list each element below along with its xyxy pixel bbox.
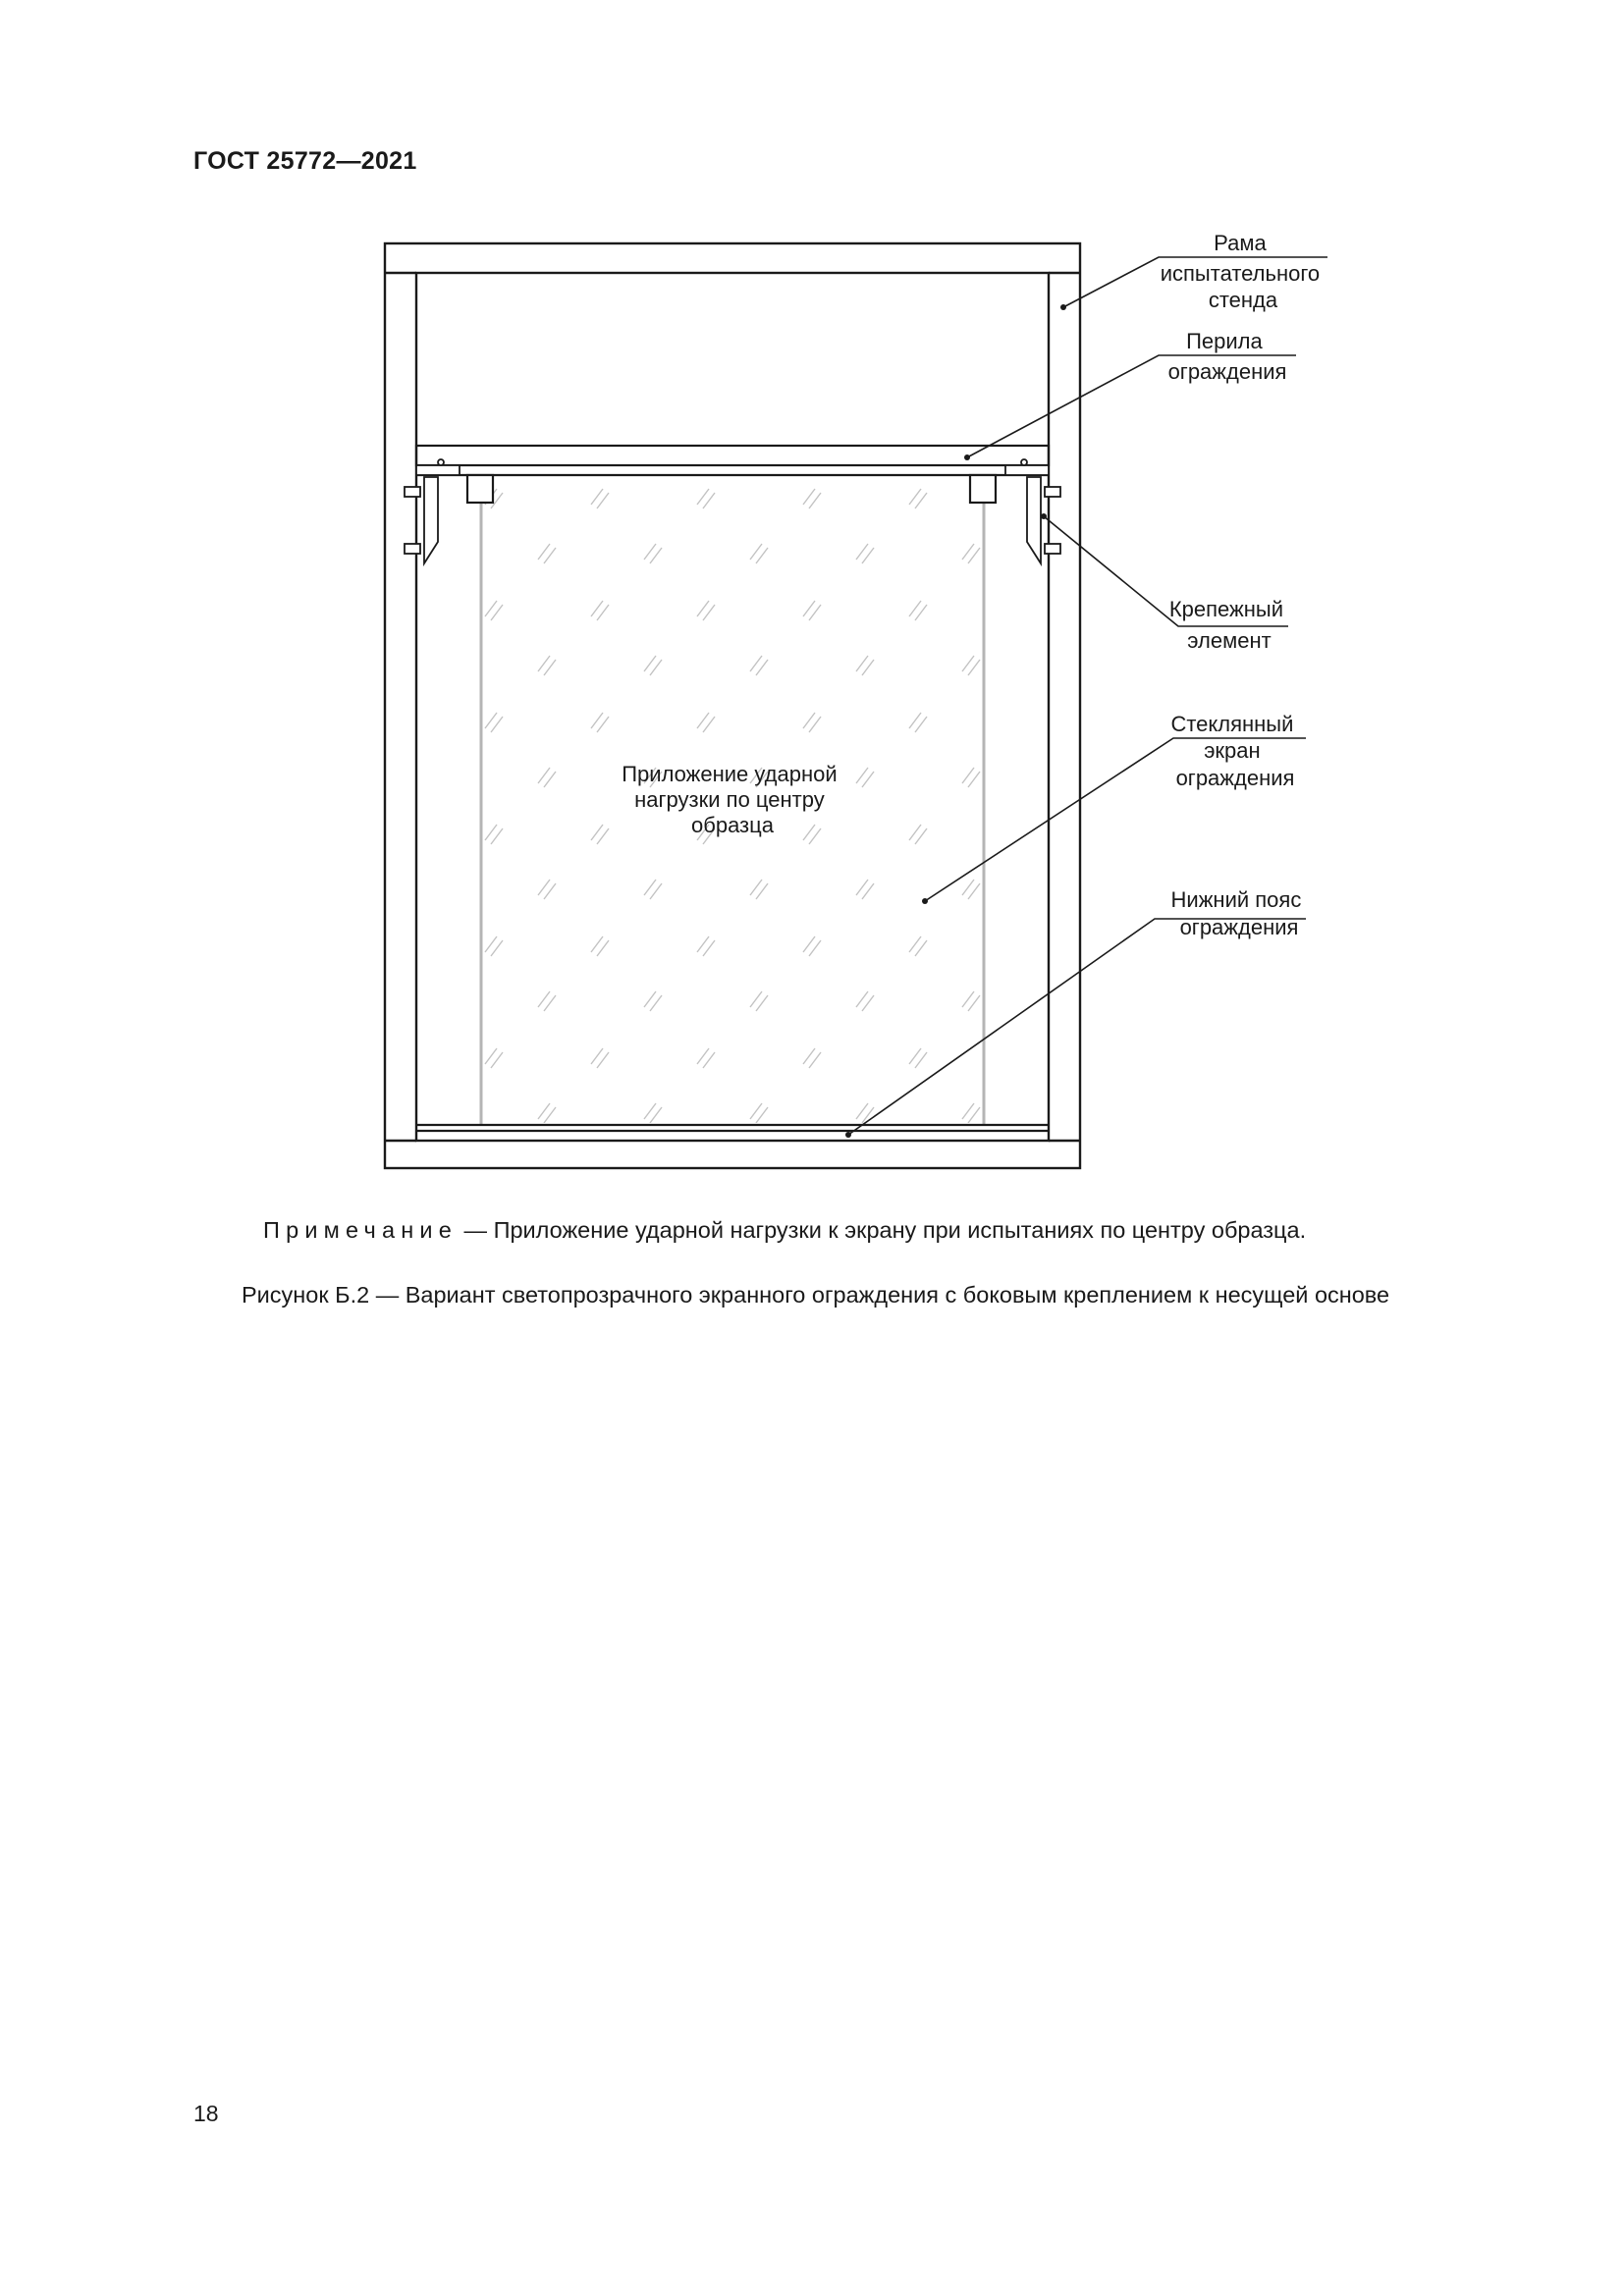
callout-line: ограждения [1175, 766, 1295, 790]
center-label-line: нагрузки по центру [634, 787, 825, 812]
figure-caption: Рисунок Б.2 — Вариант светопрозрачного экранного ограждения с боковым креплением к несущей основе [242, 1282, 1390, 1308]
page-number: 18 [193, 2101, 219, 2126]
callout-line: Перила [1186, 329, 1263, 353]
center-label-line: образца [691, 813, 774, 837]
bottom-chord [416, 1125, 1049, 1131]
fastener-left [405, 459, 460, 563]
callout-line: ограждения [1167, 359, 1287, 384]
callout-line: испытательного [1160, 261, 1321, 286]
callout-line: экран [1204, 738, 1261, 763]
callout-line: Крепежный [1168, 597, 1284, 621]
callout-line: элемент [1187, 628, 1272, 653]
fastener-right [1005, 459, 1060, 563]
callout-line: Нижний пояс [1170, 887, 1302, 912]
callout-fastener [1169, 597, 1289, 653]
callout-line: стенда [1208, 288, 1278, 312]
center-label-line: Приложение ударной [622, 762, 838, 786]
callout-line: ограждения [1179, 915, 1299, 939]
document-code: ГОСТ 25772—2021 [193, 147, 417, 175]
note-lead: Примечание [263, 1217, 459, 1243]
figure-note [263, 1217, 1306, 1244]
callout-frame [1161, 231, 1326, 312]
note-text: — Приложение ударной нагрузки к экрану при испытаниях по центру образца. [458, 1217, 1307, 1243]
callout-railing [1168, 329, 1287, 384]
callout-line: Стеклянный [1170, 712, 1294, 736]
callout-glass [1170, 712, 1299, 790]
callout-bottom [1171, 887, 1308, 939]
callout-line: Рама [1214, 231, 1267, 255]
